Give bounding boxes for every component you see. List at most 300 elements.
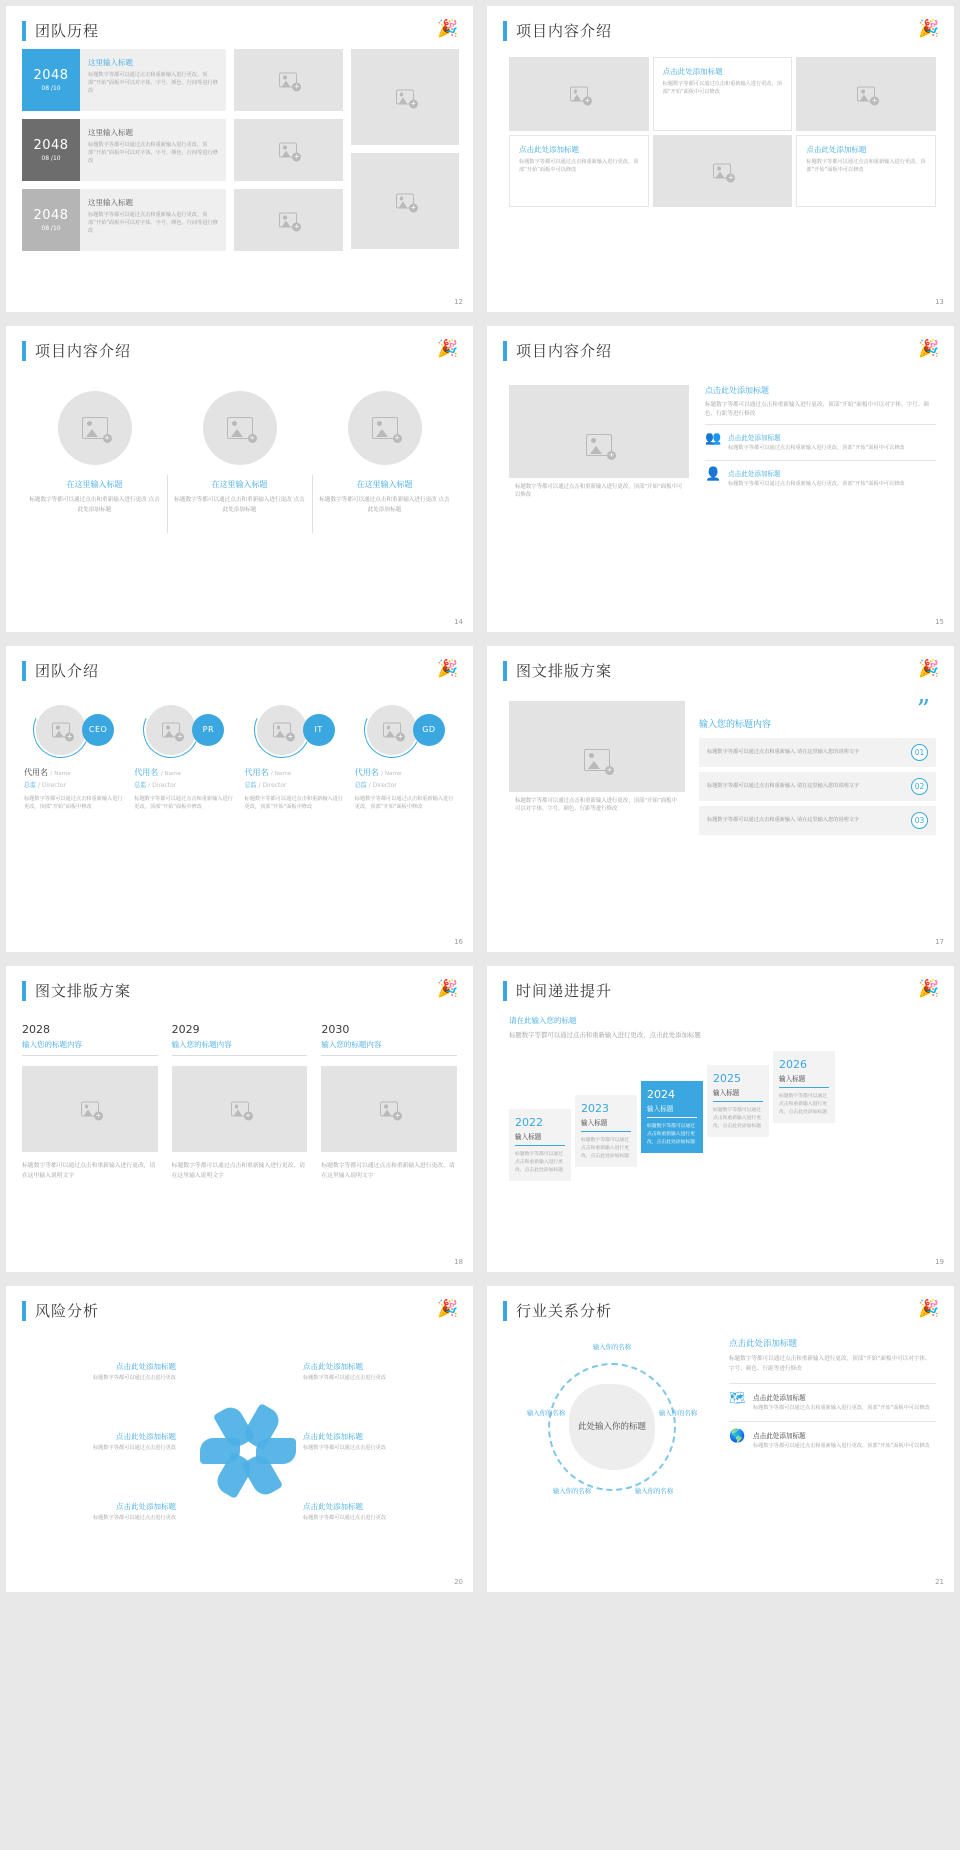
image-placeholder[interactable] <box>172 1066 308 1152</box>
image-column <box>234 49 343 259</box>
timeline-item <box>22 189 226 251</box>
list-item <box>705 460 936 496</box>
slide-header <box>487 966 954 1001</box>
image-icon <box>584 749 613 774</box>
card-heading: 点击此处添加标题 <box>662 67 723 76</box>
timeline-item <box>22 119 226 181</box>
image-placeholder[interactable] <box>234 49 343 111</box>
add-image-icon: + <box>104 434 110 442</box>
image-placeholder[interactable] <box>509 57 649 131</box>
member-name <box>245 767 347 778</box>
slide-team-history <box>6 6 473 312</box>
avatar[interactable] <box>36 705 114 755</box>
step-year: 2025 <box>713 1072 741 1086</box>
member-name-cn: 代用名 <box>24 768 48 777</box>
timeline-step <box>641 1081 703 1153</box>
add-image-icon: + <box>287 732 294 741</box>
image-icon <box>857 87 878 105</box>
step-body: 标题数字等都可以通过点击和重新输入进行更改，点击此处添加标题 <box>779 1094 827 1115</box>
image-icon <box>279 143 300 161</box>
page-title: 图文排版方案 <box>35 982 132 1000</box>
title-accent-bar <box>503 21 507 41</box>
slide-body <box>487 1321 954 1547</box>
step-year: 2022 <box>515 1116 543 1130</box>
image-placeholder[interactable] <box>796 57 936 131</box>
timeline-heading: 这里输入标题 <box>88 58 133 67</box>
column-heading: 在这里输入标题 <box>211 480 268 489</box>
timeline-heading: 这里输入标题 <box>88 128 133 137</box>
content-card <box>796 135 936 207</box>
panel-heading: 输入您的标题内容 <box>699 720 772 730</box>
member-name <box>134 767 236 778</box>
image-icon <box>372 417 400 442</box>
image-placeholder[interactable] <box>234 189 343 251</box>
image-icon <box>279 213 300 231</box>
image-icon <box>81 1102 102 1120</box>
step-year: 2026 <box>779 1058 807 1072</box>
panel-body: 标题数字等都可以通过点击和重新输入进行更改，顶部“开始”面板中可以对字体、字号、颜色、行距等进行修改 <box>729 1356 931 1373</box>
item-heading: 点击此处添加标题 <box>728 470 781 479</box>
column-body: 标题数字等都可以通过点击和重新输入进行更改，请在这里输入说明文字 <box>321 1163 455 1180</box>
member-name-en: / Name <box>160 771 181 777</box>
add-image-icon: + <box>249 434 255 442</box>
timeline-date: 08 /10 <box>41 155 61 162</box>
feature-column <box>167 391 312 515</box>
slide-header <box>487 646 954 681</box>
timeline-step <box>575 1095 637 1167</box>
image-caption: 标题数字等都可以通过点击和重新输入进行更改，顶部“开始”面板中可以对字体、字号、颜色、行距等进行修改 <box>509 792 685 819</box>
lead-block <box>509 1015 938 1041</box>
slide-body <box>6 1321 473 1551</box>
member-role-cn: 总监 <box>24 782 37 789</box>
column-heading: 在这里输入标题 <box>356 480 413 489</box>
step-heading: 输入标题 <box>713 1087 763 1102</box>
petal-group <box>192 1401 304 1501</box>
member-name-cn: 代用名 <box>244 768 269 777</box>
slide-body <box>487 41 954 207</box>
item-body: 标题数字等都可以通过点击和重新输入 请在这里输入您的说明文字 <box>707 817 860 824</box>
slide-body <box>487 361 954 505</box>
image-caption: 标题数字等都可以通过点击和重新输入进行更改，顶部“开始”面板中可以修改 <box>509 478 689 505</box>
member-name-cn: 代用名 <box>354 768 379 777</box>
card-heading: 点击此处添加标题 <box>519 145 579 154</box>
diagram-node: 输入你的名称 <box>592 1343 632 1351</box>
panel-heading: 点击此处添加标题 <box>705 386 769 395</box>
mascot-logo-icon: 🎉 <box>918 1299 940 1319</box>
lead-body: 标题数字等都可以通过点击和重新输入进行更改，点击此处添加标题 <box>509 1031 701 1039</box>
title-accent-bar <box>22 981 26 1001</box>
timeline-step <box>773 1051 835 1123</box>
slide-number: 16 <box>454 938 463 946</box>
slide-project-intro-b <box>6 326 473 632</box>
image-icon <box>279 73 300 91</box>
member-body: 标题数字等都可以通过点击和重新输入进行更改，顶部“开始”面板中修改 <box>354 796 454 810</box>
risk-item <box>26 1501 176 1523</box>
column-heading: 输入您的标题内容 <box>321 1039 457 1056</box>
year-label: 2029 <box>171 1023 200 1036</box>
slide-body <box>6 361 473 515</box>
timeline-year-badge <box>22 49 80 111</box>
globe-icon: 🌎 <box>729 1428 746 1444</box>
role-badge: GD <box>413 714 445 746</box>
item-heading: 点击此处添加标题 <box>303 1432 363 1441</box>
item-heading: 点击此处添加标题 <box>753 1394 806 1403</box>
page-title: 项目内容介绍 <box>516 22 613 40</box>
slide-team-intro <box>6 646 473 952</box>
card-heading: 点击此处添加标题 <box>806 145 867 154</box>
slide-header <box>487 326 954 361</box>
slide-number: 17 <box>935 938 944 946</box>
step-year: 2023 <box>581 1102 609 1116</box>
item-body: 标题数字等都可以通过点击和重新输入 请在这里输入您的说明文字 <box>707 783 860 790</box>
role-badge: IT <box>303 714 335 746</box>
add-image-icon: + <box>394 434 400 442</box>
slide-header <box>487 6 954 41</box>
member-name-cn: 代用名 <box>134 768 159 777</box>
timeline-year: 2048 <box>33 68 69 83</box>
slide-number: 13 <box>935 298 944 306</box>
year-label: 2030 <box>321 1023 350 1036</box>
item-heading: 点击此处添加标题 <box>116 1362 176 1371</box>
timeline-year-badge <box>22 119 80 181</box>
timeline-date: 08 /10 <box>41 225 61 232</box>
page-title: 团队历程 <box>35 22 100 40</box>
year-label: 2028 <box>22 1023 50 1036</box>
item-heading: 点击此处添加标题 <box>753 1431 806 1440</box>
team-member <box>241 705 351 812</box>
item-heading: 点击此处添加标题 <box>303 1362 363 1371</box>
slide-number: 12 <box>454 298 463 306</box>
people-icon: 👥 <box>705 431 722 447</box>
slide-number: 18 <box>454 1258 463 1266</box>
step-row <box>509 1051 938 1181</box>
item-body: 标题数字等都可以通过点击进行更改 <box>92 1375 176 1381</box>
item-body: 标题数字等都可以通过点击进行更改 <box>303 1445 387 1451</box>
item-heading: 点击此处添加标题 <box>303 1502 363 1511</box>
image-placeholder[interactable] <box>234 119 343 181</box>
slide-number: 14 <box>454 618 463 626</box>
timeline-body: 标题数字等都可以通过点击和重新输入进行更改，顶部“开始”面板中可以对字体、字号、颜色、行间等进行修改 <box>88 72 218 94</box>
member-name-en: / Name <box>271 771 292 777</box>
risk-item <box>303 1361 453 1383</box>
page-title: 时间递进提升 <box>516 982 613 1000</box>
team-member <box>351 705 461 812</box>
member-name-en: / Name <box>50 771 71 777</box>
title-accent-bar <box>22 341 26 361</box>
slide-body <box>6 1001 473 1182</box>
diagram-node: 输入你的名称 <box>526 1409 566 1417</box>
mascot-logo-icon: 🎉 <box>918 339 940 359</box>
slide-number: 15 <box>935 618 944 626</box>
step-heading: 输入标题 <box>779 1073 829 1088</box>
slide-body <box>6 681 473 812</box>
content-card <box>509 135 649 207</box>
diagram-ring <box>548 1363 676 1491</box>
member-role-cn: 总监 <box>354 782 367 789</box>
page-title: 风险分析 <box>35 1302 100 1320</box>
person-icon: 👤 <box>705 467 722 483</box>
column-body: 标题数字等都可以通过点击和重新输入进行更改，请在这里输入说明文字 <box>22 1163 156 1180</box>
slide-layout-plan-b <box>6 966 473 1272</box>
team-member <box>130 705 240 812</box>
slide-body <box>6 41 473 259</box>
slide-header <box>6 326 473 361</box>
diagram-node: 输入你的名称 <box>634 1487 674 1495</box>
add-image-icon: + <box>410 99 417 108</box>
column-body: 标题数字等都可以通过点击和重新输入进行更改 点击此处添加标题 <box>319 497 450 513</box>
timeline-list <box>22 49 226 259</box>
member-body: 标题数字等都可以通过点击和重新输入进行更改，顶部“开始”面板中修改 <box>134 796 233 810</box>
step-body: 标题数字等都可以通过点击和重新输入进行更改，点击此处添加标题 <box>581 1138 629 1159</box>
slide-layout-plan-a <box>487 646 954 952</box>
mascot-logo-icon: 🎉 <box>437 979 459 999</box>
timeline-year: 2048 <box>33 138 69 153</box>
lead-heading: 请在此输入您的标题 <box>509 1016 577 1025</box>
timeline-year: 2048 <box>33 208 69 223</box>
mascot-logo-icon: 🎉 <box>918 659 940 679</box>
list-item <box>705 424 936 460</box>
list-item <box>729 1383 936 1421</box>
list-item <box>699 772 936 801</box>
image-placeholder[interactable] <box>22 1066 158 1152</box>
risk-item <box>26 1361 176 1383</box>
item-heading: 点击此处添加标题 <box>728 434 781 443</box>
title-accent-bar <box>22 21 26 41</box>
step-body: 标题数字等都可以通过点击和重新输入进行更改，点击此处添加标题 <box>713 1108 761 1129</box>
timeline-step <box>707 1065 769 1137</box>
list-item <box>729 1421 936 1459</box>
column-body: 标题数字等都可以通过点击和重新输入进行更改 点击此处添加标题 <box>174 497 305 513</box>
avatar[interactable] <box>367 705 445 755</box>
step-heading: 输入标题 <box>647 1103 697 1118</box>
image-icon <box>380 1102 401 1120</box>
mascot-logo-icon: 🎉 <box>437 659 459 679</box>
slide-header <box>487 1286 954 1321</box>
diagram-node: 输入你的名称 <box>658 1409 698 1417</box>
panel-body: 标题数字等都可以通过点击和重新输入进行更改，顶部“开始”面板中可以对字体、字号、颜色、行距等进行修改 <box>705 402 929 417</box>
item-heading: 点击此处添加标题 <box>116 1432 176 1441</box>
member-role-cn: 总监 <box>244 782 257 789</box>
year-column <box>321 1023 457 1182</box>
slide-number: 21 <box>935 1578 944 1586</box>
member-name <box>24 767 126 778</box>
image-icon <box>713 164 734 182</box>
map-icon: 🗺 <box>729 1391 746 1407</box>
item-body: 标题数字等都可以通过点击和重新输入进行更改，顶部“开始”面板中可以修改 <box>728 445 905 452</box>
member-role <box>134 780 236 789</box>
timeline-text <box>80 189 226 251</box>
card-body: 标题数字等都可以通过点击和重新输入进行更改，顶部“开始”面板中可以修改 <box>662 81 782 95</box>
mascot-logo-icon: 🎉 <box>437 19 459 39</box>
item-number: 03 <box>911 812 928 829</box>
add-image-icon: + <box>66 732 73 741</box>
column-body: 标题数字等都可以通过点击和重新输入进行更改，请在这里输入说明文字 <box>171 1163 306 1180</box>
step-heading: 输入标题 <box>515 1131 565 1146</box>
risk-item <box>303 1501 453 1523</box>
team-member <box>20 705 130 812</box>
image-placeholder[interactable] <box>203 391 277 465</box>
image-icon <box>586 434 615 459</box>
member-role <box>245 780 347 789</box>
step-box <box>641 1081 703 1153</box>
timeline-text <box>80 119 226 181</box>
image-placeholder[interactable] <box>58 391 132 465</box>
item-body: 标题数字等都可以通过点击和重新输入 请在这里输入您的说明文字 <box>707 749 860 756</box>
column-heading: 在这里输入标题 <box>66 480 123 489</box>
member-role-en: / Director <box>148 782 177 789</box>
member-role-cn: 总监 <box>134 782 147 789</box>
timeline-body: 标题数字等都可以通过点击和重新输入进行更改，顶部“开始”面板中可以对字体、字号、颜色、行间等进行修改 <box>88 212 218 234</box>
member-role-en: / Director <box>368 782 397 789</box>
step-body: 标题数字等都可以通过点击和重新输入进行更改，点击此处添加标题 <box>647 1124 695 1145</box>
step-heading: 输入标题 <box>581 1117 631 1132</box>
title-accent-bar <box>503 661 507 681</box>
mascot-logo-icon: 🎉 <box>918 979 940 999</box>
member-role <box>355 780 457 789</box>
title-accent-bar <box>22 1301 26 1321</box>
add-image-icon: + <box>394 1111 401 1120</box>
detail-panel <box>699 695 936 840</box>
list-item <box>699 738 936 767</box>
timeline-step <box>509 1109 571 1181</box>
member-role-en: / Director <box>258 782 287 789</box>
step-body: 标题数字等都可以通过点击和重新输入进行更改，点击此处添加标题 <box>515 1152 563 1173</box>
content-grid <box>509 57 936 207</box>
image-icon <box>570 87 591 105</box>
image-icon <box>396 194 417 212</box>
mascot-logo-icon: 🎉 <box>437 1299 459 1319</box>
relation-diagram <box>505 1337 719 1547</box>
item-number: 01 <box>911 744 928 761</box>
item-heading: 点击此处添加标题 <box>116 1502 176 1511</box>
diagram-core-label: 此处输入你的标题 <box>569 1384 655 1470</box>
hexagon-diagram <box>192 1401 288 1497</box>
member-body: 标题数字等都可以通过点击和重新输入进行更改，顶部“开始”面板中修改 <box>244 796 344 810</box>
column-body: 标题数字等都可以通过点击和重新输入进行更改 点击此处添加标题 <box>29 497 160 513</box>
member-name-en: / Name <box>381 771 402 777</box>
feature-column <box>22 391 167 515</box>
page-title: 行业关系分析 <box>516 1302 613 1320</box>
member-role <box>24 780 126 789</box>
image-icon <box>396 90 417 108</box>
card-body: 标题数字等都可以通过点击和重新输入进行更改，顶部“开始”面板中可以修改 <box>519 159 639 173</box>
image-placeholder[interactable] <box>351 49 460 145</box>
mascot-logo-icon: 🎉 <box>437 339 459 359</box>
image-placeholder[interactable] <box>653 135 793 207</box>
member-body: 标题数字等都可以通过点击和重新输入进行更改，顶部“开始”面板中修改 <box>24 796 123 810</box>
add-image-icon: + <box>397 732 404 741</box>
image-icon <box>82 417 110 442</box>
slide-time-progress <box>487 966 954 1272</box>
detail-panel <box>729 1337 936 1547</box>
role-badge: CEO <box>82 714 114 746</box>
add-image-icon: + <box>95 1111 102 1120</box>
role-badge: PR <box>192 714 224 746</box>
timeline-year-badge <box>22 189 80 251</box>
image-placeholder[interactable] <box>351 153 460 249</box>
step-box <box>707 1065 769 1137</box>
slide-header <box>6 646 473 681</box>
risk-item <box>303 1431 453 1453</box>
panel-heading: 点击此处添加标题 <box>729 1339 798 1349</box>
slide-number: 19 <box>935 1258 944 1266</box>
column-heading: 输入您的标题内容 <box>172 1039 308 1056</box>
step-box <box>773 1051 835 1123</box>
add-image-icon: + <box>606 766 613 774</box>
add-image-icon: + <box>176 732 183 741</box>
add-image-icon: + <box>293 82 300 91</box>
diagram-node: 输入你的名称 <box>552 1487 592 1495</box>
list-item <box>699 806 936 835</box>
add-image-icon: + <box>293 152 300 161</box>
detail-panel <box>705 385 936 505</box>
add-image-icon: + <box>245 1111 251 1120</box>
slide-body <box>487 1001 954 1181</box>
timeline-body: 标题数字等都可以通过点击和重新输入进行更改，顶部“开始”面板中可以对字体、字号、颜色、行间等进行修改 <box>88 142 218 164</box>
item-body: 标题数字等都可以通过点击进行更改 <box>303 1515 387 1521</box>
slide-number: 20 <box>454 1578 463 1586</box>
item-body: 标题数字等都可以通过点击和重新输入进行更改，顶部“开始”面板中可以修改 <box>753 1405 930 1412</box>
timeline-item <box>22 49 226 111</box>
content-card <box>653 57 793 131</box>
slide-header <box>6 966 473 1001</box>
step-box <box>575 1095 637 1167</box>
add-image-icon: + <box>410 203 417 212</box>
add-image-icon: + <box>608 451 615 459</box>
page-title: 项目内容介绍 <box>35 342 132 360</box>
image-column <box>351 49 460 259</box>
image-placeholder[interactable] <box>509 385 689 505</box>
image-placeholder[interactable] <box>321 1066 457 1152</box>
add-image-icon: + <box>871 96 878 105</box>
title-accent-bar <box>22 661 26 681</box>
avatar[interactable] <box>257 705 335 755</box>
slide-risk-analysis <box>6 1286 473 1592</box>
slide-header <box>6 6 473 41</box>
avatar[interactable] <box>146 705 224 755</box>
quote-icon: ” <box>916 695 930 725</box>
item-body: 标题数字等都可以通过点击进行更改 <box>303 1375 387 1381</box>
step-box <box>509 1109 571 1181</box>
member-role-en: / Director <box>37 782 66 789</box>
page-title: 团队介绍 <box>35 662 100 680</box>
timeline-heading: 这里输入标题 <box>88 198 133 207</box>
year-column <box>22 1023 158 1182</box>
page-title: 图文排版方案 <box>516 662 613 680</box>
slide-industry-relation <box>487 1286 954 1592</box>
risk-item <box>26 1431 176 1453</box>
title-accent-bar <box>503 341 507 361</box>
page-title: 项目内容介绍 <box>516 342 613 360</box>
card-body: 标题数字等都可以通过点击和重新输入进行更改，顶部“开始”面板中可以修改 <box>806 159 926 173</box>
image-icon <box>227 417 255 442</box>
slide-project-intro-c <box>487 326 954 632</box>
year-column <box>172 1023 308 1182</box>
feature-column <box>312 391 457 515</box>
image-placeholder[interactable] <box>348 391 422 465</box>
slide-header <box>6 1286 473 1321</box>
slide-project-intro-a <box>487 6 954 312</box>
item-body: 标题数字等都可以通过点击和重新输入进行更改，顶部“开始”面板中可以修改 <box>728 481 905 488</box>
mascot-logo-icon: 🎉 <box>918 19 940 39</box>
image-collage <box>234 49 459 259</box>
timeline-date: 08 /10 <box>41 85 61 92</box>
title-accent-bar <box>503 1301 507 1321</box>
item-number: 02 <box>911 778 928 795</box>
add-image-icon: + <box>584 96 591 105</box>
image-placeholder[interactable] <box>509 701 685 819</box>
item-body: 标题数字等都可以通过点击和重新输入进行更改，顶部“开始”面板中可以修改 <box>753 1442 930 1449</box>
